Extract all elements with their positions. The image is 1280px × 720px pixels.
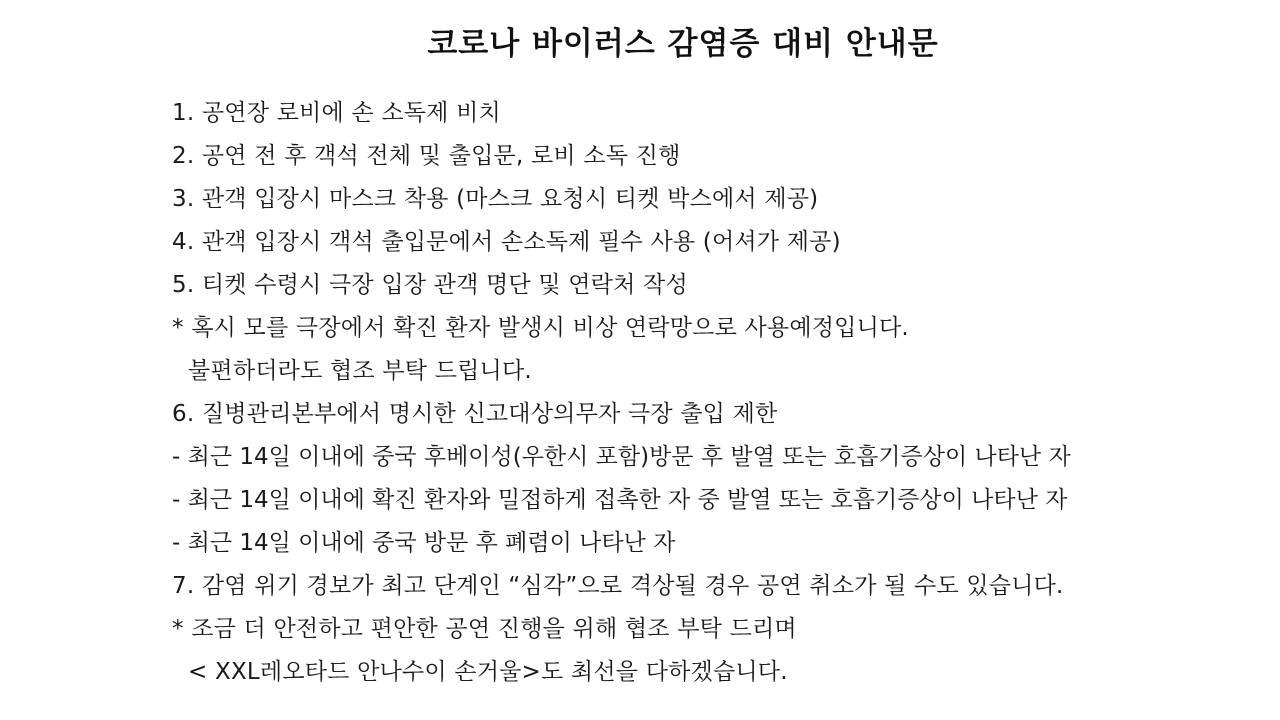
notice-item-4: 4. 관객 입장시 객석 출입문에서 손소독제 필수 사용 (어셔가 제공) [172,229,841,255]
notice-item-5: 5. 티켓 수령시 극장 입장 관객 명단 및 연락처 작성 [172,272,688,298]
notice-item-7: 7. 감염 위기 경보가 최고 단계인 “심각”으로 격상될 경우 공연 취소가 될 수도 있습니다. [172,573,1064,599]
notice-restriction-hubei: - 최근 14일 이내에 중국 후베이성(우한시 포함)방문 후 발열 또는 호흡기증상이 나타난 자 [172,444,1071,470]
notice-item-6: 6. 질병관리본부에서 명시한 신고대상의무자 극장 출입 제한 [172,401,778,427]
notice-restriction-pneumonia: - 최근 14일 이내에 중국 방문 후 폐렴이 나타난 자 [172,530,676,556]
notice-restriction-contact: - 최근 14일 이내에 확진 환자와 밀접하게 접촉한 자 중 발열 또는 호흡기증상이 나타난 자 [172,487,1068,513]
notice-closing-signature: < XXL레오타드 안나수이 손거울>도 최선을 다하겠습니다. [188,659,788,685]
notice-title: 코로나 바이러스 감염증 대비 안내문 [427,26,939,62]
notice-note-cooperation: 불편하더라도 협조 부탁 드립니다. [188,358,532,384]
notice-item-2: 2. 공연 전 후 객석 전체 및 출입문, 로비 소독 진행 [172,143,681,169]
notice-note-emergency-contact: * 혹시 모를 극장에서 확진 환자 발생시 비상 연락망으로 사용예정입니다. [172,315,909,341]
notice-body [172,94,1272,696]
notice-closing-request: * 조금 더 안전하고 편안한 공연 진행을 위해 협조 부탁 드리며 [172,616,797,642]
notice-item-1: 1. 공연장 로비에 손 소독제 비치 [172,100,501,126]
notice-item-3: 3. 관객 입장시 마스크 착용 (마스크 요청시 티켓 박스에서 제공) [172,186,819,212]
